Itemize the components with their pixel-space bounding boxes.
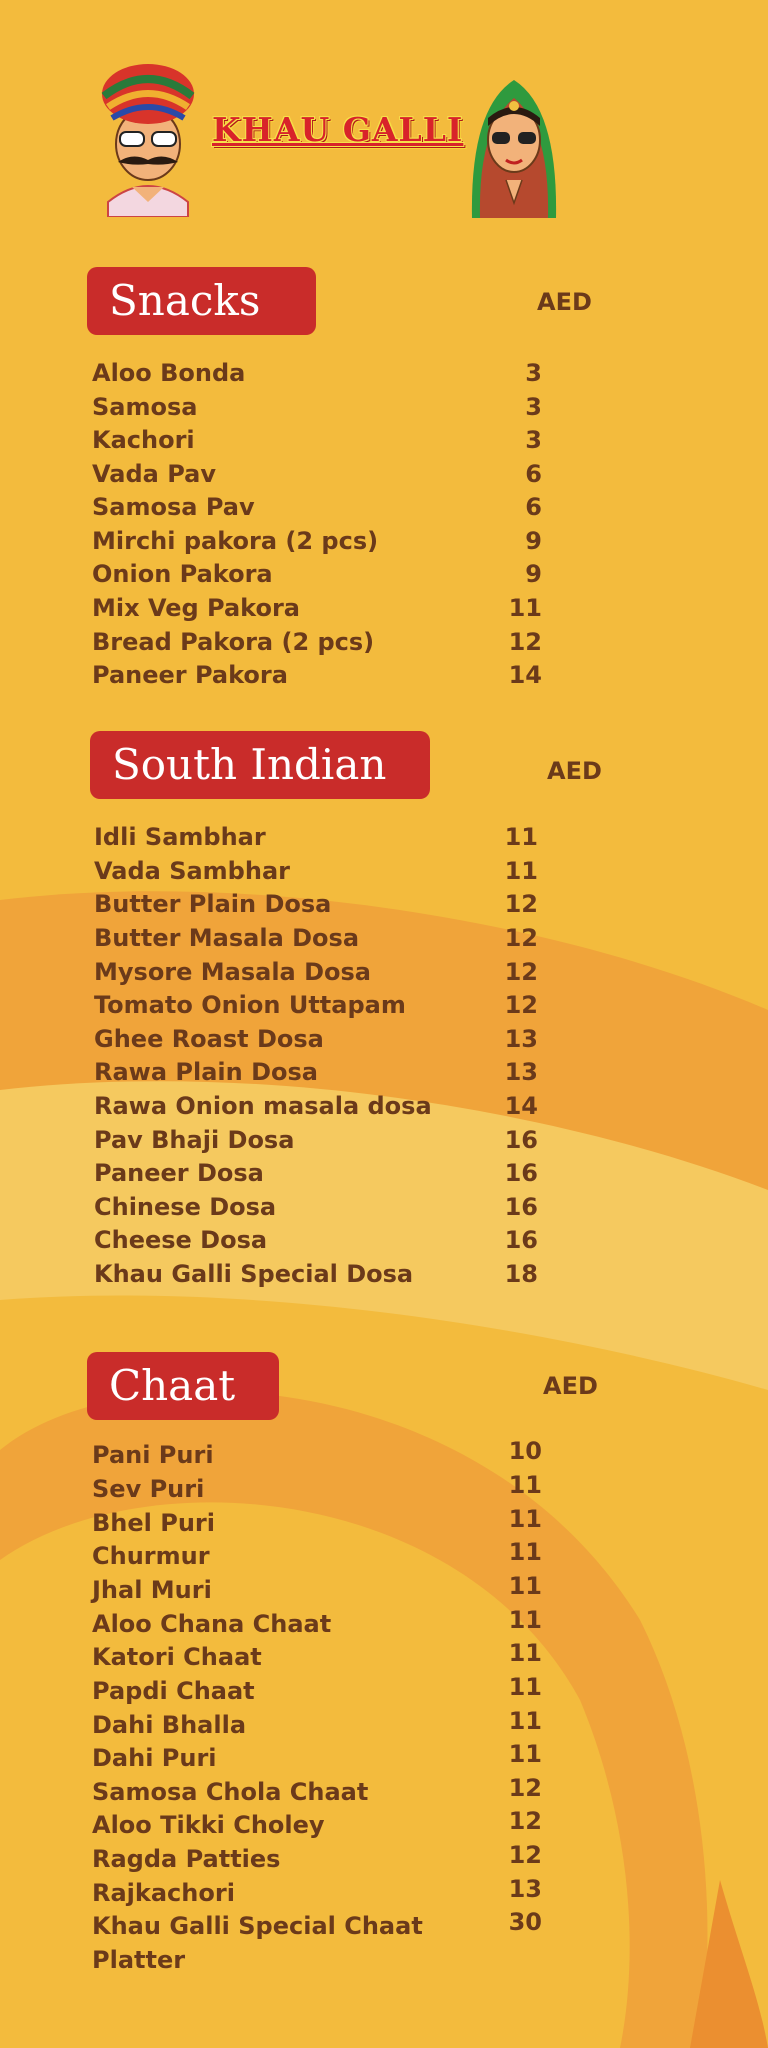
currency-label-south-indian: AED bbox=[547, 757, 602, 785]
turban-man-mascot-icon bbox=[98, 52, 198, 217]
woman-mascot-icon bbox=[466, 68, 562, 218]
section-title-chaat: Chaat bbox=[87, 1352, 279, 1420]
menu-item: Khau Galli Special Chaat 30 Platter bbox=[92, 1908, 542, 1974]
currency-label-chaat: AED bbox=[543, 1372, 598, 1400]
section-title-south-indian: South Indian bbox=[90, 731, 430, 799]
currency-label-snacks: AED bbox=[537, 288, 592, 316]
section-title-snacks: Snacks bbox=[87, 267, 316, 335]
brand-logo-text: KHAU GALLI bbox=[212, 110, 464, 149]
